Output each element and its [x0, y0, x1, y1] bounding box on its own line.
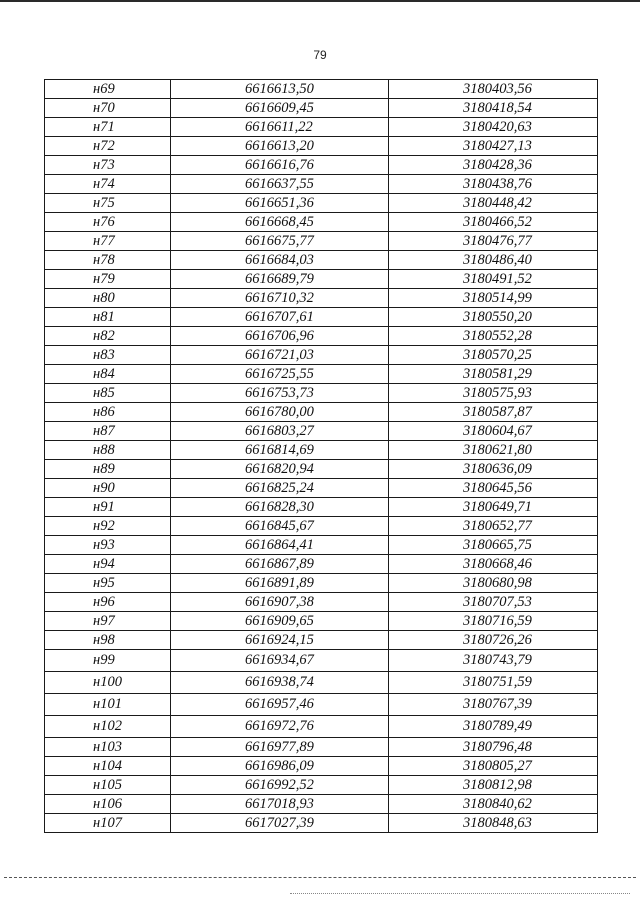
point-number-cell: н94 [45, 555, 171, 574]
x-coordinate-cell: 6616753,73 [171, 384, 389, 403]
y-coordinate-cell: 3180575,93 [389, 384, 598, 403]
point-number-cell: н85 [45, 384, 171, 403]
table-row [45, 716, 598, 738]
x-coordinate-cell: 6616957,46 [171, 694, 389, 716]
point-number-cell: н73 [45, 156, 171, 175]
x-coordinate-cell: 6616992,52 [171, 776, 389, 795]
x-coordinate-cell: 6616938,74 [171, 672, 389, 694]
table-row [45, 251, 598, 270]
coordinates-table [44, 79, 598, 833]
y-coordinate-cell: 3180743,79 [389, 650, 598, 672]
x-coordinate-cell: 6616616,76 [171, 156, 389, 175]
point-number-cell: н107 [45, 814, 171, 833]
y-coordinate-cell: 3180552,28 [389, 327, 598, 346]
table-row [45, 137, 598, 156]
x-coordinate-cell: 6616924,15 [171, 631, 389, 650]
table-row [45, 814, 598, 833]
point-number-cell: н104 [45, 757, 171, 776]
y-coordinate-cell: 3180668,46 [389, 555, 598, 574]
x-coordinate-cell: 6616864,41 [171, 536, 389, 555]
table-row [45, 536, 598, 555]
y-coordinate-cell: 3180767,39 [389, 694, 598, 716]
y-coordinate-cell: 3180848,63 [389, 814, 598, 833]
y-coordinate-cell: 3180812,98 [389, 776, 598, 795]
x-coordinate-cell: 6616707,61 [171, 308, 389, 327]
point-number-cell: н100 [45, 672, 171, 694]
y-coordinate-cell: 3180420,63 [389, 118, 598, 137]
point-number-cell: н70 [45, 99, 171, 118]
point-number-cell: н93 [45, 536, 171, 555]
point-number-cell: н79 [45, 270, 171, 289]
x-coordinate-cell: 6616710,32 [171, 289, 389, 308]
y-coordinate-cell: 3180466,52 [389, 213, 598, 232]
y-coordinate-cell: 3180514,99 [389, 289, 598, 308]
table-row [45, 289, 598, 308]
x-coordinate-cell: 6616706,96 [171, 327, 389, 346]
table-row [45, 194, 598, 213]
table-row [45, 593, 598, 612]
point-number-cell: н86 [45, 403, 171, 422]
point-number-cell: н77 [45, 232, 171, 251]
y-coordinate-cell: 3180840,62 [389, 795, 598, 814]
table-row [45, 270, 598, 289]
x-coordinate-cell: 6616867,89 [171, 555, 389, 574]
y-coordinate-cell: 3180751,59 [389, 672, 598, 694]
y-coordinate-cell: 3180649,71 [389, 498, 598, 517]
y-coordinate-cell: 3180805,27 [389, 757, 598, 776]
point-number-cell: н76 [45, 213, 171, 232]
y-coordinate-cell: 3180476,77 [389, 232, 598, 251]
point-number-cell: н72 [45, 137, 171, 156]
table-row [45, 365, 598, 384]
table-row [45, 517, 598, 536]
point-number-cell: н69 [45, 80, 171, 99]
y-coordinate-cell: 3180789,49 [389, 716, 598, 738]
y-coordinate-cell: 3180652,77 [389, 517, 598, 536]
y-coordinate-cell: 3180636,09 [389, 460, 598, 479]
y-coordinate-cell: 3180680,98 [389, 574, 598, 593]
coordinates-table-body [45, 80, 598, 833]
y-coordinate-cell: 3180550,20 [389, 308, 598, 327]
point-number-cell: н81 [45, 308, 171, 327]
point-number-cell: н95 [45, 574, 171, 593]
x-coordinate-cell: 6616977,89 [171, 738, 389, 757]
table-row [45, 99, 598, 118]
point-number-cell: н92 [45, 517, 171, 536]
y-coordinate-cell: 3180581,29 [389, 365, 598, 384]
x-coordinate-cell: 6616972,76 [171, 716, 389, 738]
x-coordinate-cell: 6616611,22 [171, 118, 389, 137]
table-row [45, 574, 598, 593]
table-row [45, 555, 598, 574]
x-coordinate-cell: 6616803,27 [171, 422, 389, 441]
y-coordinate-cell: 3180665,75 [389, 536, 598, 555]
y-coordinate-cell: 3180403,56 [389, 80, 598, 99]
x-coordinate-cell: 6617018,93 [171, 795, 389, 814]
x-coordinate-cell: 6616725,55 [171, 365, 389, 384]
x-coordinate-cell: 6616986,09 [171, 757, 389, 776]
x-coordinate-cell: 6616814,69 [171, 441, 389, 460]
page-number: 79 [313, 48, 327, 62]
point-number-cell: н84 [45, 365, 171, 384]
point-number-cell: н105 [45, 776, 171, 795]
table-row [45, 213, 598, 232]
table-row [45, 776, 598, 795]
y-coordinate-cell: 3180796,48 [389, 738, 598, 757]
x-coordinate-cell: 6616907,38 [171, 593, 389, 612]
bottom-scan-line [4, 877, 636, 878]
point-number-cell: н82 [45, 327, 171, 346]
y-coordinate-cell: 3180716,59 [389, 612, 598, 631]
table-row [45, 498, 598, 517]
point-number-cell: н106 [45, 795, 171, 814]
x-coordinate-cell: 6616675,77 [171, 232, 389, 251]
x-coordinate-cell: 6616721,03 [171, 346, 389, 365]
x-coordinate-cell: 6616651,36 [171, 194, 389, 213]
point-number-cell: н87 [45, 422, 171, 441]
point-number-cell: н101 [45, 694, 171, 716]
x-coordinate-cell: 6616689,79 [171, 270, 389, 289]
x-coordinate-cell: 6616613,50 [171, 80, 389, 99]
x-coordinate-cell: 6616637,55 [171, 175, 389, 194]
table-row [45, 327, 598, 346]
table-row [45, 612, 598, 631]
point-number-cell: н97 [45, 612, 171, 631]
x-coordinate-cell: 6616891,89 [171, 574, 389, 593]
x-coordinate-cell: 6616609,45 [171, 99, 389, 118]
point-number-cell: н88 [45, 441, 171, 460]
table-row [45, 694, 598, 716]
y-coordinate-cell: 3180604,67 [389, 422, 598, 441]
x-coordinate-cell: 6617027,39 [171, 814, 389, 833]
table-row [45, 346, 598, 365]
point-number-cell: н103 [45, 738, 171, 757]
top-border-line [0, 0, 640, 2]
table-row [45, 650, 598, 672]
y-coordinate-cell: 3180587,87 [389, 403, 598, 422]
point-number-cell: н99 [45, 650, 171, 672]
y-coordinate-cell: 3180645,56 [389, 479, 598, 498]
point-number-cell: н96 [45, 593, 171, 612]
table-row [45, 308, 598, 327]
table-row [45, 479, 598, 498]
point-number-cell: н71 [45, 118, 171, 137]
y-coordinate-cell: 3180438,76 [389, 175, 598, 194]
table-row [45, 175, 598, 194]
point-number-cell: н91 [45, 498, 171, 517]
bottom-scan-line-secondary [290, 893, 630, 894]
table-row [45, 403, 598, 422]
x-coordinate-cell: 6616845,67 [171, 517, 389, 536]
table-row [45, 631, 598, 650]
point-number-cell: н83 [45, 346, 171, 365]
table-row [45, 118, 598, 137]
x-coordinate-cell: 6616820,94 [171, 460, 389, 479]
x-coordinate-cell: 6616684,03 [171, 251, 389, 270]
table-row [45, 384, 598, 403]
point-number-cell: н89 [45, 460, 171, 479]
table-row [45, 156, 598, 175]
table-row [45, 232, 598, 251]
y-coordinate-cell: 3180491,52 [389, 270, 598, 289]
table-row [45, 460, 598, 479]
x-coordinate-cell: 6616780,00 [171, 403, 389, 422]
table-row [45, 795, 598, 814]
x-coordinate-cell: 6616825,24 [171, 479, 389, 498]
y-coordinate-cell: 3180448,42 [389, 194, 598, 213]
table-row [45, 672, 598, 694]
y-coordinate-cell: 3180486,40 [389, 251, 598, 270]
y-coordinate-cell: 3180418,54 [389, 99, 598, 118]
point-number-cell: н102 [45, 716, 171, 738]
y-coordinate-cell: 3180621,80 [389, 441, 598, 460]
x-coordinate-cell: 6616909,65 [171, 612, 389, 631]
y-coordinate-cell: 3180428,36 [389, 156, 598, 175]
point-number-cell: н80 [45, 289, 171, 308]
x-coordinate-cell: 6616828,30 [171, 498, 389, 517]
y-coordinate-cell: 3180427,13 [389, 137, 598, 156]
y-coordinate-cell: 3180726,26 [389, 631, 598, 650]
x-coordinate-cell: 6616934,67 [171, 650, 389, 672]
y-coordinate-cell: 3180707,53 [389, 593, 598, 612]
table-row [45, 422, 598, 441]
point-number-cell: н98 [45, 631, 171, 650]
x-coordinate-cell: 6616668,45 [171, 213, 389, 232]
point-number-cell: н78 [45, 251, 171, 270]
x-coordinate-cell: 6616613,20 [171, 137, 389, 156]
y-coordinate-cell: 3180570,25 [389, 346, 598, 365]
point-number-cell: н75 [45, 194, 171, 213]
table-row [45, 80, 598, 99]
table-row [45, 441, 598, 460]
point-number-cell: н90 [45, 479, 171, 498]
table-row [45, 757, 598, 776]
point-number-cell: н74 [45, 175, 171, 194]
table-row [45, 738, 598, 757]
